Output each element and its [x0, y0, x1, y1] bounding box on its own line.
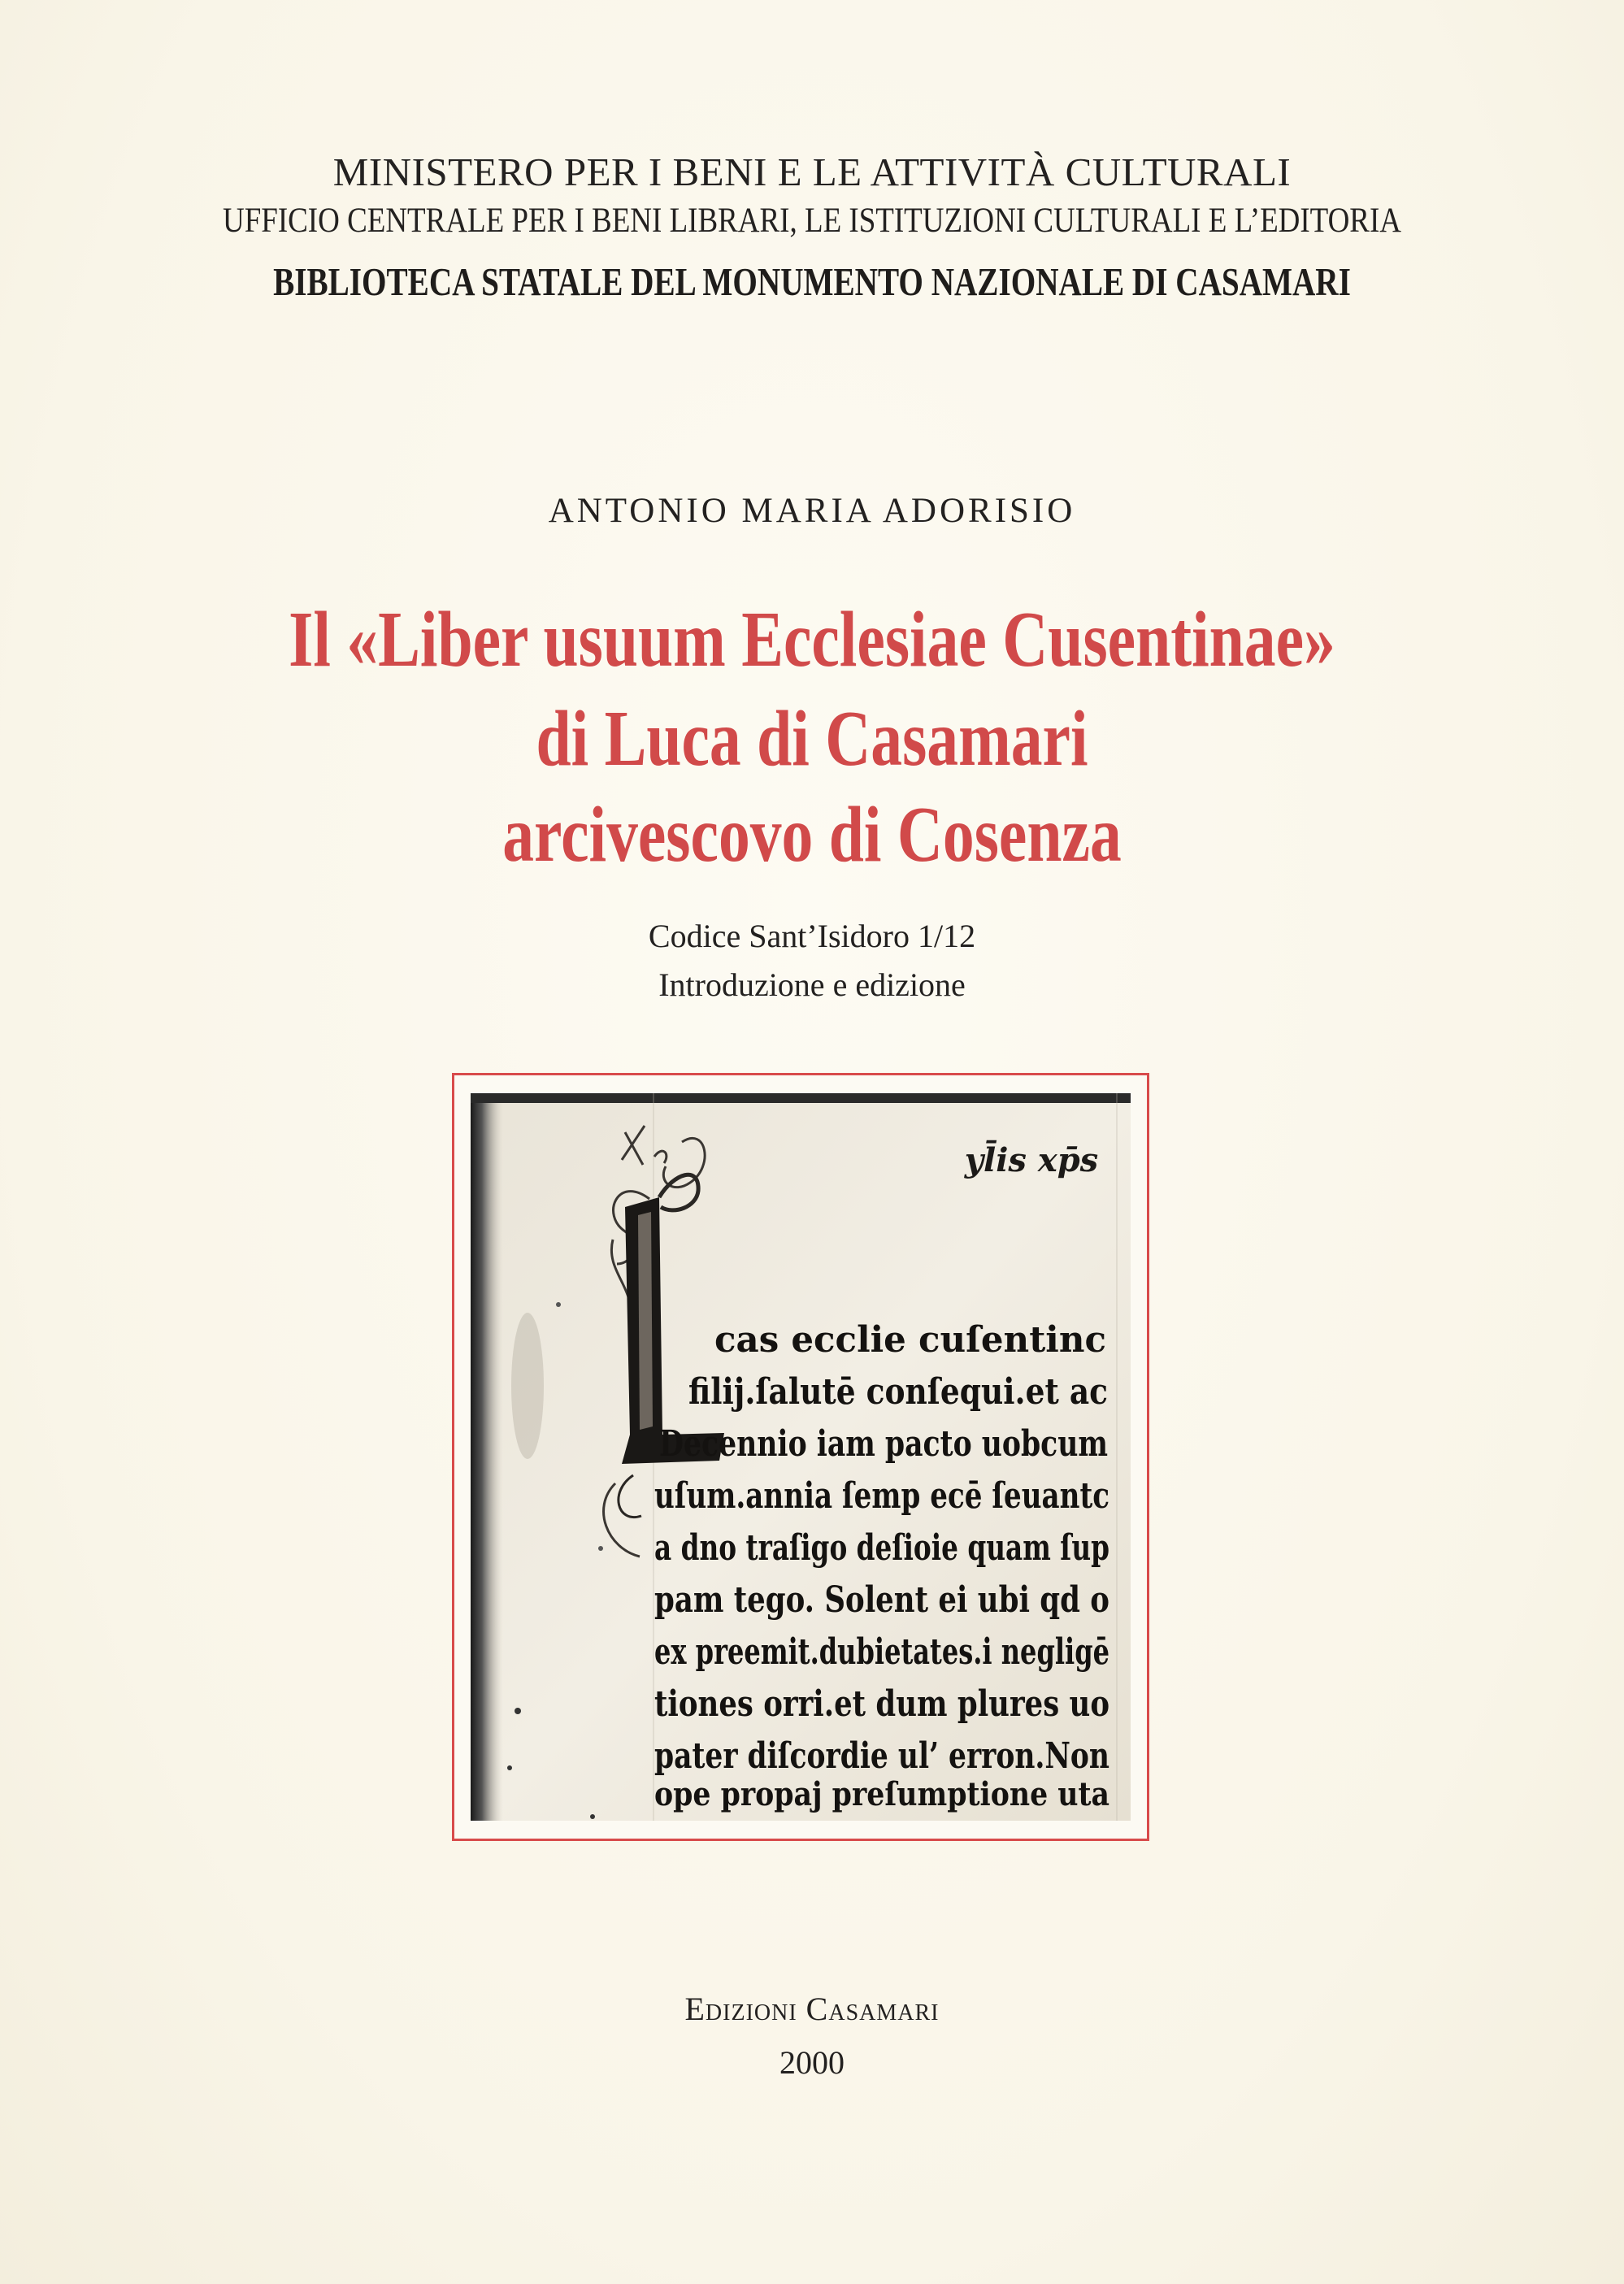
- manuscript-heading: yl̄is xp̄s: [964, 1141, 1099, 1179]
- stain: [556, 1302, 561, 1307]
- office-heading: UFFICIO CENTRALE PER I BENI LIBRARI, LE ISTITUZIONI CULTURALI E L’EDITORIA: [222, 202, 1402, 240]
- title-line-3: arcivescovo di Cosenza: [502, 791, 1122, 878]
- manuscript-line: filij.ſalutē conſequi.et ac: [688, 1371, 1108, 1413]
- manuscript-svg: [471, 1093, 1131, 1821]
- edition-note: Introduzione e edizione: [658, 966, 966, 1003]
- top-edge: [471, 1093, 1131, 1103]
- publication-year: 2000: [779, 2044, 845, 2081]
- binding-edge: [471, 1093, 503, 1821]
- manuscript-line: Decennio iam pacto uobcum: [659, 1423, 1108, 1465]
- stain: [511, 1313, 544, 1459]
- author-name: ANTONIO MARIA ADORISIO: [548, 492, 1076, 530]
- publisher-name: Edizioni Casamari: [684, 1991, 940, 2027]
- title-line-2: di Luca di Casamari: [536, 695, 1088, 782]
- library-heading: BIBLIOTECA STATALE DEL MONUMENTO NAZIONALE DI CASAMARI: [273, 259, 1351, 304]
- title-line-1: Il «Liber usuum Ecclesiae Cusentinae»: [289, 596, 1335, 683]
- stain: [598, 1546, 603, 1551]
- manuscript-line: ex preemit.dubietates.i negligē: [654, 1631, 1109, 1673]
- ministry-heading: MINISTERO PER I BENI E LE ATTIVITÀ CULTURALI: [332, 150, 1292, 194]
- stain: [515, 1708, 521, 1714]
- manuscript-line: ope propaj preſumptione uta: [654, 1775, 1109, 1813]
- manuscript-line: pam tego. Solent ei ubi qd o: [654, 1579, 1109, 1621]
- manuscript-frame: [452, 1073, 1149, 1841]
- manuscript-line: tiones orri.et dum plures uo: [654, 1683, 1109, 1725]
- manuscript-line: uſum.annia ſemp ecē ſeuantc: [654, 1475, 1109, 1517]
- manuscript-text: [654, 1319, 1109, 1813]
- codex-reference: Codice Sant’Isidoro 1/12: [648, 918, 976, 954]
- manuscript-image: [471, 1093, 1131, 1821]
- manuscript-line: a dno traſigo deſioie quam ſup: [654, 1527, 1109, 1569]
- manuscript-line: pater diſcordie ul’ erron.Non: [654, 1735, 1109, 1777]
- manuscript-line: cas ecclie cuſentinc: [714, 1319, 1106, 1361]
- stain: [507, 1765, 512, 1770]
